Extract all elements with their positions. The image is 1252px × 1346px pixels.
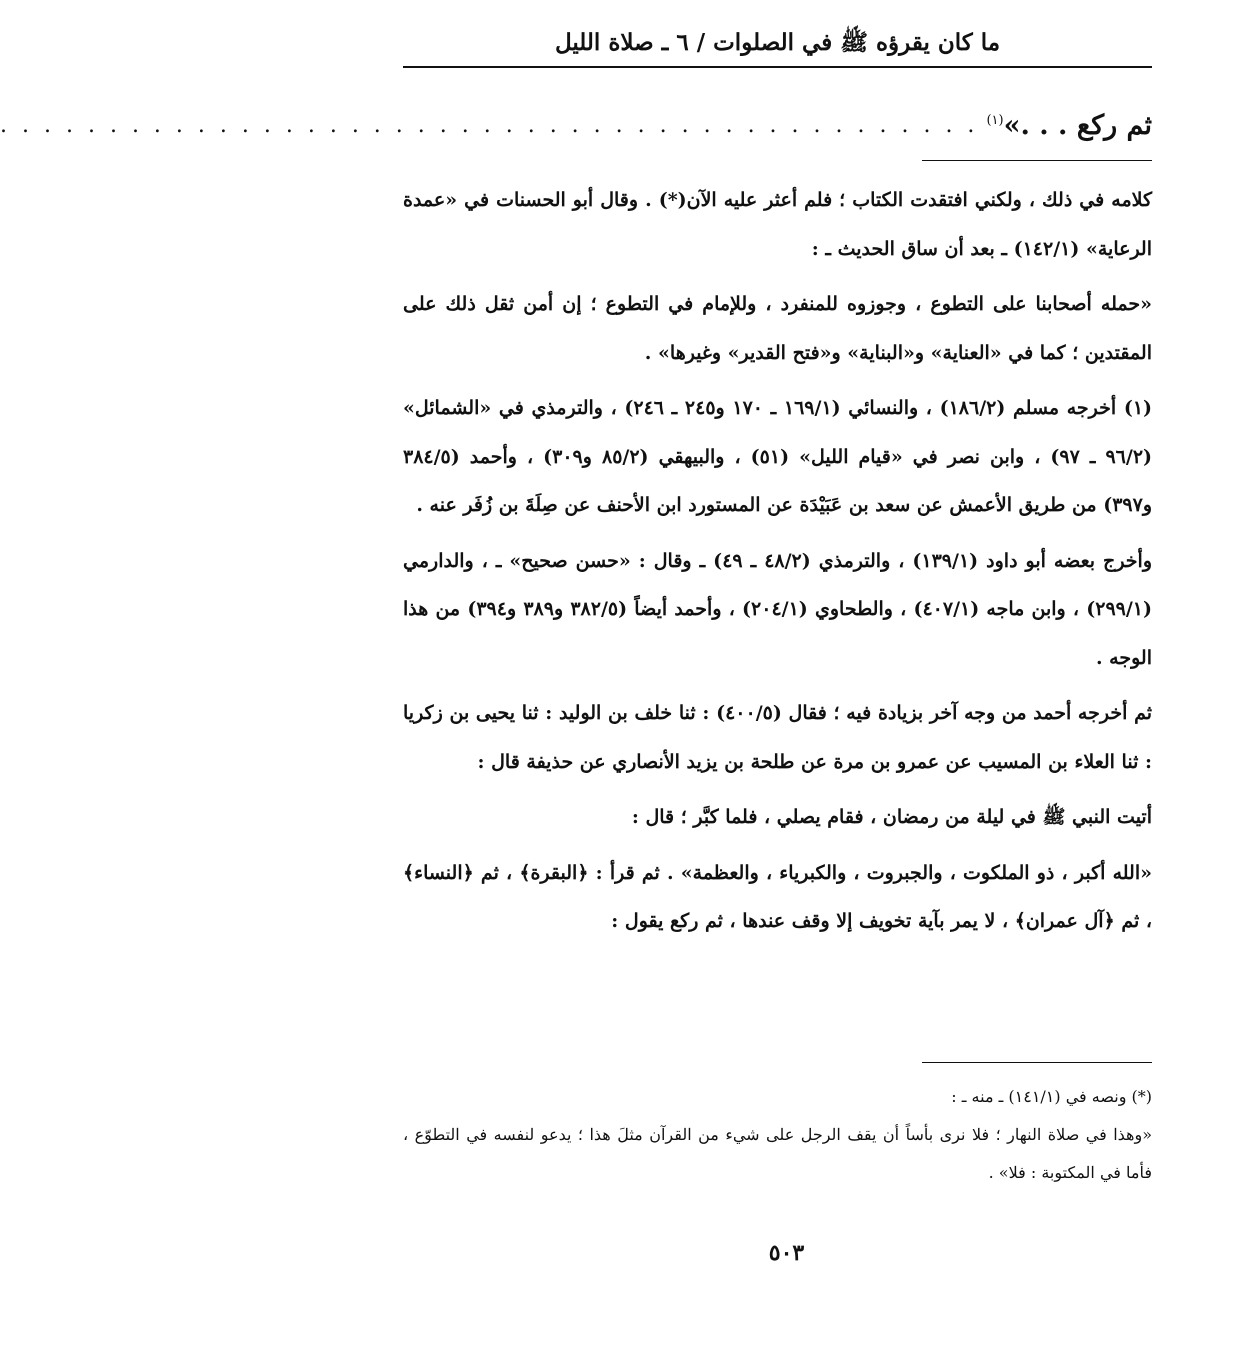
page-number: ٥٠٣ <box>768 1240 805 1266</box>
verse-dots: . . . . . . . . . . . . . . . . . . . . . . . . . . . . . . . . . . . . . . . . . . . . . <box>0 112 979 138</box>
paragraph-2: «حمله أصحابنا على التطوع ، وجوزوه للمنفرد ، وللإمام في التطوع ؛ إن أمن ثقل ذلك على المقتدين ؛ كما في «العناية» و«البناية» و«فتح القدير» وغيرها» . <box>403 293 1152 364</box>
paragraph-6: أتيت النبي ﷺ في ليلة من رمضان ، فقام يصلي ، فلما كبَّر ؛ قال : <box>631 806 1152 828</box>
paragraph-3: (١) أخرجه مسلم (١٨٦/٢) ، والنسائي (١٦٩/١ ـ ١٧٠ و٢٤٥ ـ ٢٤٦) ، والترمذي في «الشمائل» (٩٦/٢ ـ ٩٧) ، وابن نصر في «قيام الليل» (٥١) ، والبيهقي (٨٥/٢ و٣٠٩) ، وأحمد (٣٨٤/٥ و٣٩٧) من طريق الأعمش عن سعد بن عَبَيْدَة عن المستورد ابن الأحنف عن صِلَةَ بن زُفَر عنه . <box>403 397 1153 516</box>
verse-line <box>0 100 1152 150</box>
footnote-ref: (١) <box>986 112 1004 128</box>
main-text <box>403 176 1152 953</box>
separator-top <box>922 160 1152 161</box>
separator-footnote <box>922 1062 1152 1063</box>
paragraph-7: «الله أكبر ، ذو الملكوت ، والجبروت ، والكبرياء ، والعظمة» . ثم قرأ : ﴿البقرة﴾ ، ثم ﴿النساء﴾ ، ثم ﴿آل عمران﴾ ، لا يمر بآية تخويف إلا وقف عندها ، ثم ركع يقول : <box>403 861 1152 932</box>
paragraph-5: ثم أخرجه أحمد من وجه آخر بزيادة فيه ؛ فقال (٤٠٠/٥) : ثنا خلف بن الوليد : ثنا يحيى بن زكريا : ثنا العلاء بن المسيب عن عمرو بن مرة عن طلحة بن يزيد الأنصاري عن حذيفة قال : <box>403 702 1153 773</box>
footnote-block <box>403 1078 1152 1192</box>
footnote-line-2: «وهذا في صلاة النهار ؛ فلا نرى بأساً أن يقف الرجل على شيء من القرآن مثلَ هذا ؛ يدعو لنفسه في التطوّع ، فأما في المكتوبة : فلا» . <box>403 1125 1153 1182</box>
running-header <box>403 22 1152 68</box>
paragraph-1: كلامه في ذلك ، ولكني افتقدت الكتاب ؛ فلم أعثر عليه الآن(*) . وقال أبو الحسنات في «عمدة الرعاية» (١٤٢/١) ـ بعد أن ساق الحديث ـ : <box>403 189 1152 260</box>
paragraph-4: وأخرج بعضه أبو داود (١٣٩/١) ، والترمذي (٤٨/٢ ـ ٤٩) ـ وقال : «حسن صحيح» ـ ، والدارمي (٢٩٩/١) ، وابن ماجه (٤٠٧/١) ، والطحاوي (٢٠٤/١) ، وأحمد أيضاً (٣٨٢/٥ و٣٨٩ و٣٩٤) من هذا الوجه . <box>403 549 1153 669</box>
verse-text-body: ثم ركع . . .» <box>1003 109 1152 141</box>
header-title: ما كان يقرؤه ﷺ في الصلوات / ٦ ـ صلاة الليل <box>554 29 1001 56</box>
verse-text <box>986 110 1152 141</box>
footnote-line-1: (*) ونصه في (١٤١/١) ـ منه ـ : <box>951 1087 1152 1106</box>
